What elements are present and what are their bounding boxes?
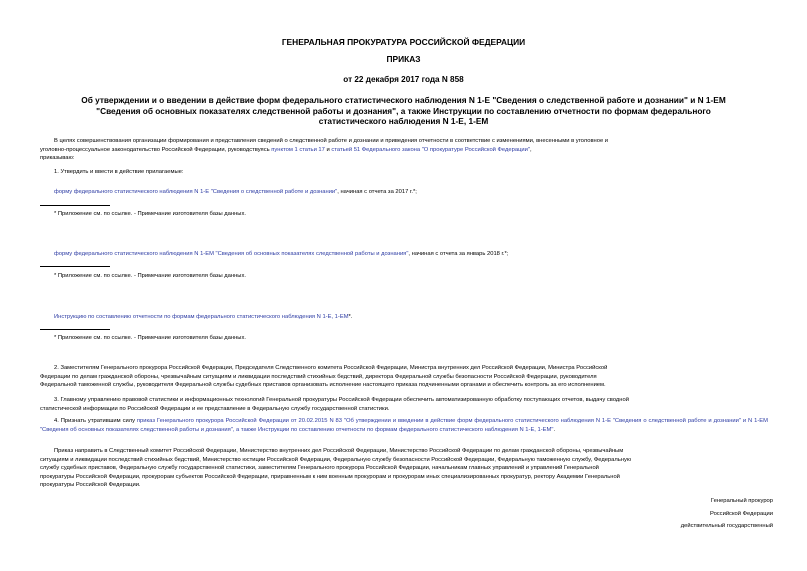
repealed-order-link[interactable]: приказ Генерального прокурора Российской Федерации от 20.02.2015 N 83 "Об утверждении и введении в действие форм федерального статистического наблюдения N 1-Е "Сведения о следственной работе и дознании" и N 1-ЕМ "Сведения об основных показателях следственной работы и дознания", а также Инструкции по составлению отчетности по формам федерального статистического наблюдения N 1-Е, 1-ЕМ" <box>40 418 768 433</box>
document-title <box>70 95 737 127</box>
preamble-line: уголовно-процессуальное законодательство Российской Федерации, руководствуясь пунктом 1 статьи 17 и статьей 51 Федерального закона "О прокуратуре Российской Федерации", <box>40 146 532 153</box>
footnote-separator <box>40 205 110 206</box>
signature-line: Российской Федерации <box>709 510 773 517</box>
form-1em-link[interactable]: форму федерального статистического наблюдения N 1-ЕМ "Сведения об основных показателях следственной работы и дознания" <box>54 251 409 257</box>
signature-block <box>681 495 773 533</box>
title-line: Об утверждении и о введении в действие форм федерального статистического наблюдения N 1-Е "Сведения о следственной работе и дознании" и N 1-ЕМ <box>81 95 726 105</box>
doc-type-heading: ПРИКАЗ <box>386 54 421 64</box>
article-17-link[interactable]: пунктом 1 статьи 17 <box>271 146 325 153</box>
signature-line: действительный государственный <box>680 523 773 529</box>
form-1e-entry: форму федерального статистического наблюдения N 1-Е "Сведения о следственной работе и дознании", начиная с отчета за 2017 г.*; <box>54 189 417 195</box>
item-4: 4. Признать утратившим силу приказ Генерального прокурора Российской Федерации от 20.02.2015 N 83 "Об утверждении и введении в действие форм федерального статистического наблюдения N 1-Е "Сведения о следственной работе и дознании" и N 1-ЕМ "Сведения об основных показателях следственной работы и дознания", а также Инструкции по составлению отчетности по формам федерального статистического наблюдения N 1-Е, 1-ЕМ". <box>40 418 768 433</box>
footnote: * Приложение см. по ссылке. - Примечание изготовителя базы данных. <box>54 273 246 279</box>
prosecutor-law-link[interactable]: статьей 51 Федерального закона "О прокуратуре Российской Федерации" <box>331 146 530 153</box>
footnote: * Приложение см. по ссылке. - Примечание изготовителя базы данных. <box>54 335 246 341</box>
item-5: Приказ направить в Следственный комитет Российской Федерации, Министерство внутренних дел Российской Федерации, Министерство Российской Федерации по делам гражданской обороны, чрезвычайным ситуациям и ликвидации последствий стихийных бедствий, Министерство юстиции Российской Федерации, Федеральную службу безопасности Российской Федерации, Федеральную таможенную службу, Федеральную службу судебных приставов, Федеральную службу государственной статистики, заместителям Генерального прокурора Российской Федерации, начальникам главных управлений и управлений Генеральной прокуратуры Российской Федерации, прокурорам субъектов Российской Федерации, приравненным к ним военным прокурорам и прокурорам иных специализированных прокуратур, ректору Академии Генеральной прокуратуры Российской Федерации. <box>40 448 632 489</box>
title-line: "Сведения об основных показателях следственной работы и дознания", а также Инструкции по составлению отчетности по формам федерального <box>96 105 711 116</box>
item-3: 3. Главному управлению правовой статистики и информационных технологий Генеральной прокуратуры Российской Федерации обеспечить автоматизированную обработку поступающих отчетов, выдачу сводной статистической информации по Российской Федерации и ее представление в Федеральную службу государственной статистики. <box>40 397 629 412</box>
doc-date-heading: от 22 декабря 2017 года N 858 <box>343 75 464 84</box>
preamble-line: В целях совершенствования организации формирования и представления сведений о следственной работе и дознании и приведения отчетности в соответствие с изменениями, внесенными в уголовное и <box>54 138 609 144</box>
footnote: * Приложение см. по ссылке. - Примечание изготовителя базы данных. <box>54 211 246 217</box>
form-1e-link[interactable]: форму федерального статистического наблюдения N 1-Е "Сведения о следственной работе и дознании" <box>54 189 338 195</box>
preamble-line: приказываю: <box>40 155 75 162</box>
item-2: 2. Заместителям Генерального прокурора Российской Федерации, Председателя Следственного комитета Российской Федерации, Министра внутренних дел Российской Федерации, Министра Российской Федерации по делам гражданской обороны, чрезвычайным ситуациям и ликвидации последствий стихийных бедствий, директора Федеральной службы безопасности Российской Федерации, руководителя Федеральной таможенной службы, руководителя Федеральной службы судебных приставов организовать исполнение настоящего приказа подчиненными органами и обеспечить контроль за его исполнением. <box>40 365 608 389</box>
preamble <box>40 137 768 163</box>
instruction-link[interactable]: Инструкцию по составлению отчетности по формам федерального статистического наблюдения N 1-Е, 1-ЕМ <box>54 314 349 320</box>
signature-line: Генеральный прокурор <box>710 498 773 504</box>
title-line: статистического наблюдения N 1-Е, 1-ЕМ <box>318 116 489 126</box>
footnote-separator <box>40 266 110 267</box>
footnote-separator <box>40 329 110 330</box>
item-1-intro: 1. Утвердить и ввести в действие прилагаемые: <box>54 169 184 175</box>
agency-heading: ГЕНЕРАЛЬНАЯ ПРОКУРАТУРА РОССИЙСКОЙ ФЕДЕРАЦИИ <box>281 37 526 47</box>
instruction-entry: Инструкцию по составлению отчетности по формам федерального статистического наблюдения N 1-Е, 1-ЕМ*. <box>54 314 353 320</box>
form-1em-entry: форму федерального статистического наблюдения N 1-ЕМ "Сведения об основных показателях следственной работы и дознания", начиная с отчета за январь 2018 г.*; <box>54 251 509 257</box>
